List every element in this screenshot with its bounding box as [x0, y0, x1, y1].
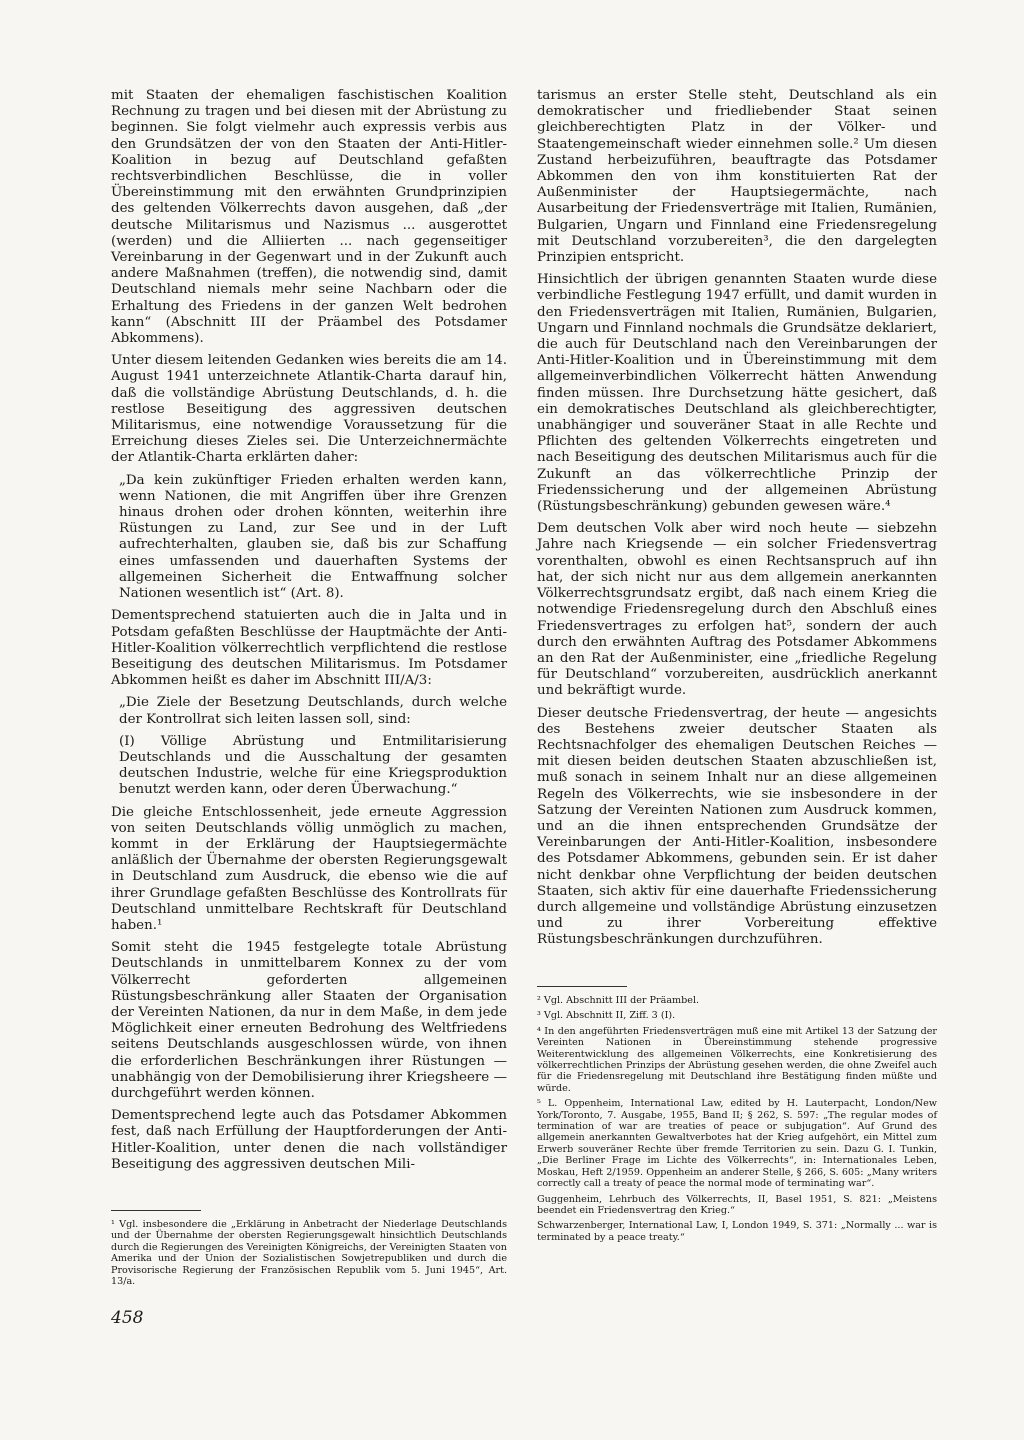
page-number: 458	[111, 1308, 144, 1328]
footnote-5-schwarzenberger: Schwarzenberger, International Law, I, London 1949, S. 371: „Normally ... war is terminated by a peace treaty.“	[537, 1220, 937, 1243]
right-paragraph-3: Dem deutschen Volk aber wird noch heute — siebzehn Jahre nach Kriegsende — ein solcher Friedensvertrag vorenthalten, obwohl es einen Rechtsanspruch auf ihn hat, der sich nicht nur aus dem allgemein anerkannten Völkerrechtsgrundsatz ergibt, daß nach einem Krieg die notwendige Friedensregelung durch den Abschluß eines Friedensvertrages zu erfolgen hat⁵, sondern der auch durch den erwähnten Auftrag des Potsdamer Abkommens an den Rat der Außenminister, eine „friedliche Regelung für Deutschland“ vorzubereiten, ausdrücklich anerkannt und bekräftigt wurde.	[537, 521, 937, 699]
left-paragraph-7: Die gleiche Entschlossenheit, jede erneute Aggression von seiten Deutschlands völlig unmöglich zu machen, kommt in der Erklärung der Hauptsiegermächte anläßlich der Übernahme der obersten Regierungsgewalt in Deutschland zum Ausdruck, die ebenso wie die auf ihrer Grundlage gefaßten Beschlüsse des Kontrollrats für Deutschland unmittelbare Rechtskraft für Deutschland haben.¹	[111, 804, 507, 933]
right-column	[537, 88, 937, 955]
left-paragraph-1: mit Staaten der ehemaligen faschistischen Koalition Rechnung zu tragen und bei diesen mit der Abrüstung zu beginnen. Sie folgt vielmehr auch expressis verbis aus den Grundsätzen der von den Staaten der Anti-Hitler-Koalition in bezug auf Deutschland gefaßten rechtsverbindlichen Beschlüsse, die in voller Übereinstimmung mit den erwähnten Grundprinzipien des geltenden Völkerrechts davon ausgehen, daß „der deutsche Militarismus und Nazismus ... ausgerottet (werden) und die Alliierten ... nach gegenseitiger Vereinbarung in der Gegenwart und in der Zukunft auch andere Maßnahmen (treffen), die notwendig sind, damit Deutschland niemals mehr seine Nachbarn oder die Erhaltung des Friedens in der ganzen Welt bedrohen kann“ (Abschnitt III der Präambel des Potsdamer Abkommens).	[111, 88, 507, 347]
footnote-rule	[111, 1210, 201, 1211]
footnote-3: ³ Vgl. Abschnitt II, Ziff. 3 (I).	[537, 1010, 676, 1022]
potsdam-quote-item: (I) Völlige Abrüstung und Entmilitarisierung Deutschlands und die Ausschaltung der gesamten deutschen Industrie, welche für eine Kriegsproduktion benutzt werden kann, oder deren Überwachung.“	[119, 733, 507, 798]
potsdam-quote-intro: „Die Ziele der Besetzung Deutschlands, durch welche der Kontrollrat sich leiten lassen soll, sind:	[119, 695, 507, 727]
right-paragraph-4: Dieser deutsche Friedensvertrag, der heute — angesichts des Bestehens zweier deutscher Staaten als Rechtsnachfolger des ehemaligen Deutschen Reiches — mit diesen beiden deutschen Staaten abzuschließen ist, muß sonach in seinem Inhalt nur an diese allgemeinen Regeln des Völkerrechts, wie sie insbesondere in der Satzung der Vereinten Nationen zum Ausdruck kommen, und an die ihnen entsprechenden Grundsätze der Vereinbarungen der Anti-Hitler-Koalition, insbesondere des Potsdamer Abkommens, gebunden sein. Er ist daher nicht denkbar ohne Verpflichtung der beiden deutschen Staaten, sich aktiv für eine dauerhafte Friedenssicherung durch allgemeine und vollständige Abrüstung einzusetzen und zu ihrer Vorbereitung effektive Rüstungsbeschränkungen durchzuführen.	[537, 705, 937, 948]
right-paragraph-2: Hinsichtlich der übrigen genannten Staaten wurde diese verbindliche Festlegung 1947 erfüllt, und damit wurden in den Friedensverträgen mit Italien, Rumänien, Bulgarien, Ungarn und Finnland nochmals die Grundsätze deklariert, die auch für Deutschland nach den Vereinbarungen der Anti-Hitler-Koalition und in Übereinstimmung mit dem allgemeinverbindlichen Völkerrecht hätten Anwendung finden müssen. Ihre Durchsetzung hätte gesichert, daß ein demokratisches Deutschland als gleichberechtigter, unabhängiger und souveräner Staat in alle Rechte und Pflichten des geltenden Völkerrechts eingetreten und nach Beseitigung des deutschen Militarismus auch für die Zukunft an das völkerrechtliche Prinzip der Friedenssicherung und der allgemeinen Abrüstung (Rüstungsbeschränkung) gebunden gewesen wäre.⁴	[537, 272, 937, 515]
left-paragraph-9: Dementsprechend legte auch das Potsdamer Abkommen fest, daß nach Erfüllung der Hauptforderungen der Anti-Hitler-Koalition, unter denen die nach vollständiger Beseitigung des aggressiven deutschen Mili-	[111, 1108, 507, 1172]
footnote-5-guggenheim: Guggenheim, Lehrbuch des Völkerrechts, II, Basel 1951, S. 821: „Meistens beendet ein Friedensvertrag den Krieg.“	[537, 1193, 937, 1216]
right-paragraph-1: tarismus an erster Stelle steht, Deutschland als ein demokratischer und friedliebender Staat seinen gleichberechtigten Platz in der Völker- und Staatengemeinschaft wieder einnehmen solle.² Um diesen Zustand herbeizuführen, beauftragte das Potsdamer Abkommen den von ihm konstituierten Rat der Außenminister der Hauptsiegermächte, nach Ausarbeitung der Friedensverträge mit Italien, Rumänien, Bulgarien, Ungarn und Finnland eine Friedensregelung mit Deutschland vorzubereiten³, die den dargelegten Prinzipien entspricht.	[537, 88, 937, 266]
footnote-rule	[537, 986, 627, 987]
footnote-4: ⁴ In den angeführten Friedensverträgen muß eine mit Artikel 13 der Satzung der Vereinten Nationen in Übereinstimmung stehende progressive Weiterentwicklung des allgemeinen Völkerrechts, eine Konkretisierung des völkerrechtlichen Prinzips der Abrüstung gesehen werden, die ohne Zweifel auch für die Friedensregelung mit Deutschland ihre Bestätigung finden müßte und würde.	[537, 1025, 937, 1094]
right-footnotes	[537, 980, 937, 1247]
left-paragraph-4: Dementsprechend statuierten auch die in Jalta und in Potsdam gefaßten Beschlüsse der Hauptmächte der Anti-Hitler-Koalition völkerrechtlich verpflichtend die restlose Beseitigung des deutschen Militarismus. Im Potsdamer Abkommen heißt es daher im Abschnitt III/A/3:	[111, 608, 507, 689]
footnote-5: ⁵ L. Oppenheim, International Law, edited by H. Lauterpacht, London/New York/Toronto, 7. Ausgabe, 1955, Band II; § 262, S. 597: „The regular modes of termination of war are treaties of peace or subjugation“. Auf Grund des allgemein anerkannten Gewaltverbotes hat der Krieg aufgehört, ein Mittel zum Erwerb souveräner Rechte über fremde Territorien zu sein. Dazu G. I. Tunkin, „Die Berliner Frage im Lichte des Völkerrechts“, in: Internationales Leben, Moskau, Heft 2/1959. Oppenheim an anderer Stelle, § 266, S. 605: „Many writers correctly call a treaty of peace the normal mode of terminating war“.	[537, 1098, 937, 1190]
footnote-1: ¹ Vgl. insbesondere die „Erklärung in Anbetracht der Niederlage Deutschlands und der Übernahme der obersten Regierungsgewalt hinsichtlich Deutschlands durch die Regierungen des Vereinigten Königreichs, der Vereinigten Staaten von Amerika und der Union der Sozialistischen Sowjetrepubliken und durch die Provisorische Regierung der Französischen Republik vom 5. Juni 1945“, Art. 13/a.	[111, 1219, 507, 1288]
left-footnotes	[111, 1210, 507, 1287]
atlantik-charta-quote: „Da kein zukünftiger Frieden erhalten werden kann, wenn Nationen, die mit Angriffen über ihre Grenzen hinaus drohen oder drohen könnten, weiterhin ihre Rüstungen zu Land, zur See und in der Luft aufrechterhalten, glauben sie, daß bis zur Schaffung eines umfassenden und dauerhaften Systems der allgemeinen Sicherheit die Entwaffnung solcher Nationen wesentlich ist“ (Art. 8).	[119, 472, 507, 602]
left-paragraph-2: Unter diesem leitenden Gedanken wies bereits die am 14. August 1941 unterzeichnete Atlantik-Charta darauf hin, daß die vollständige Abrüstung Deutschlands, d. h. die restlose Beseitigung des aggressiven deutschen Militarismus, eine notwendige Voraussetzung für die Erreichung dieses Zieles sei. Die Unterzeichnermächte der Atlantik-Charta erklärten daher:	[111, 353, 507, 466]
left-paragraph-8: Somit steht die 1945 festgelegte totale Abrüstung Deutschlands in unmittelbarem Konnex zu der vom Völkerrecht geforderten allgemeinen Rüstungsbeschränkung aller Staaten der Organisation der Vereinten Nationen, da nur in dem Maße, in dem jede Möglichkeit einer erneuten Bedrohung des Weltfriedens seitens Deutschlands ausgeschlossen würde, von ihnen die erforderlichen Beschränkungen ihrer Rüstungen — unabhängig von der Demobilisierung ihrer Kriegsheere — durchgeführt werden können.	[111, 940, 507, 1101]
left-column	[111, 88, 507, 1179]
footnote-2: ² Vgl. Abschnitt III der Präambel.	[537, 995, 700, 1006]
